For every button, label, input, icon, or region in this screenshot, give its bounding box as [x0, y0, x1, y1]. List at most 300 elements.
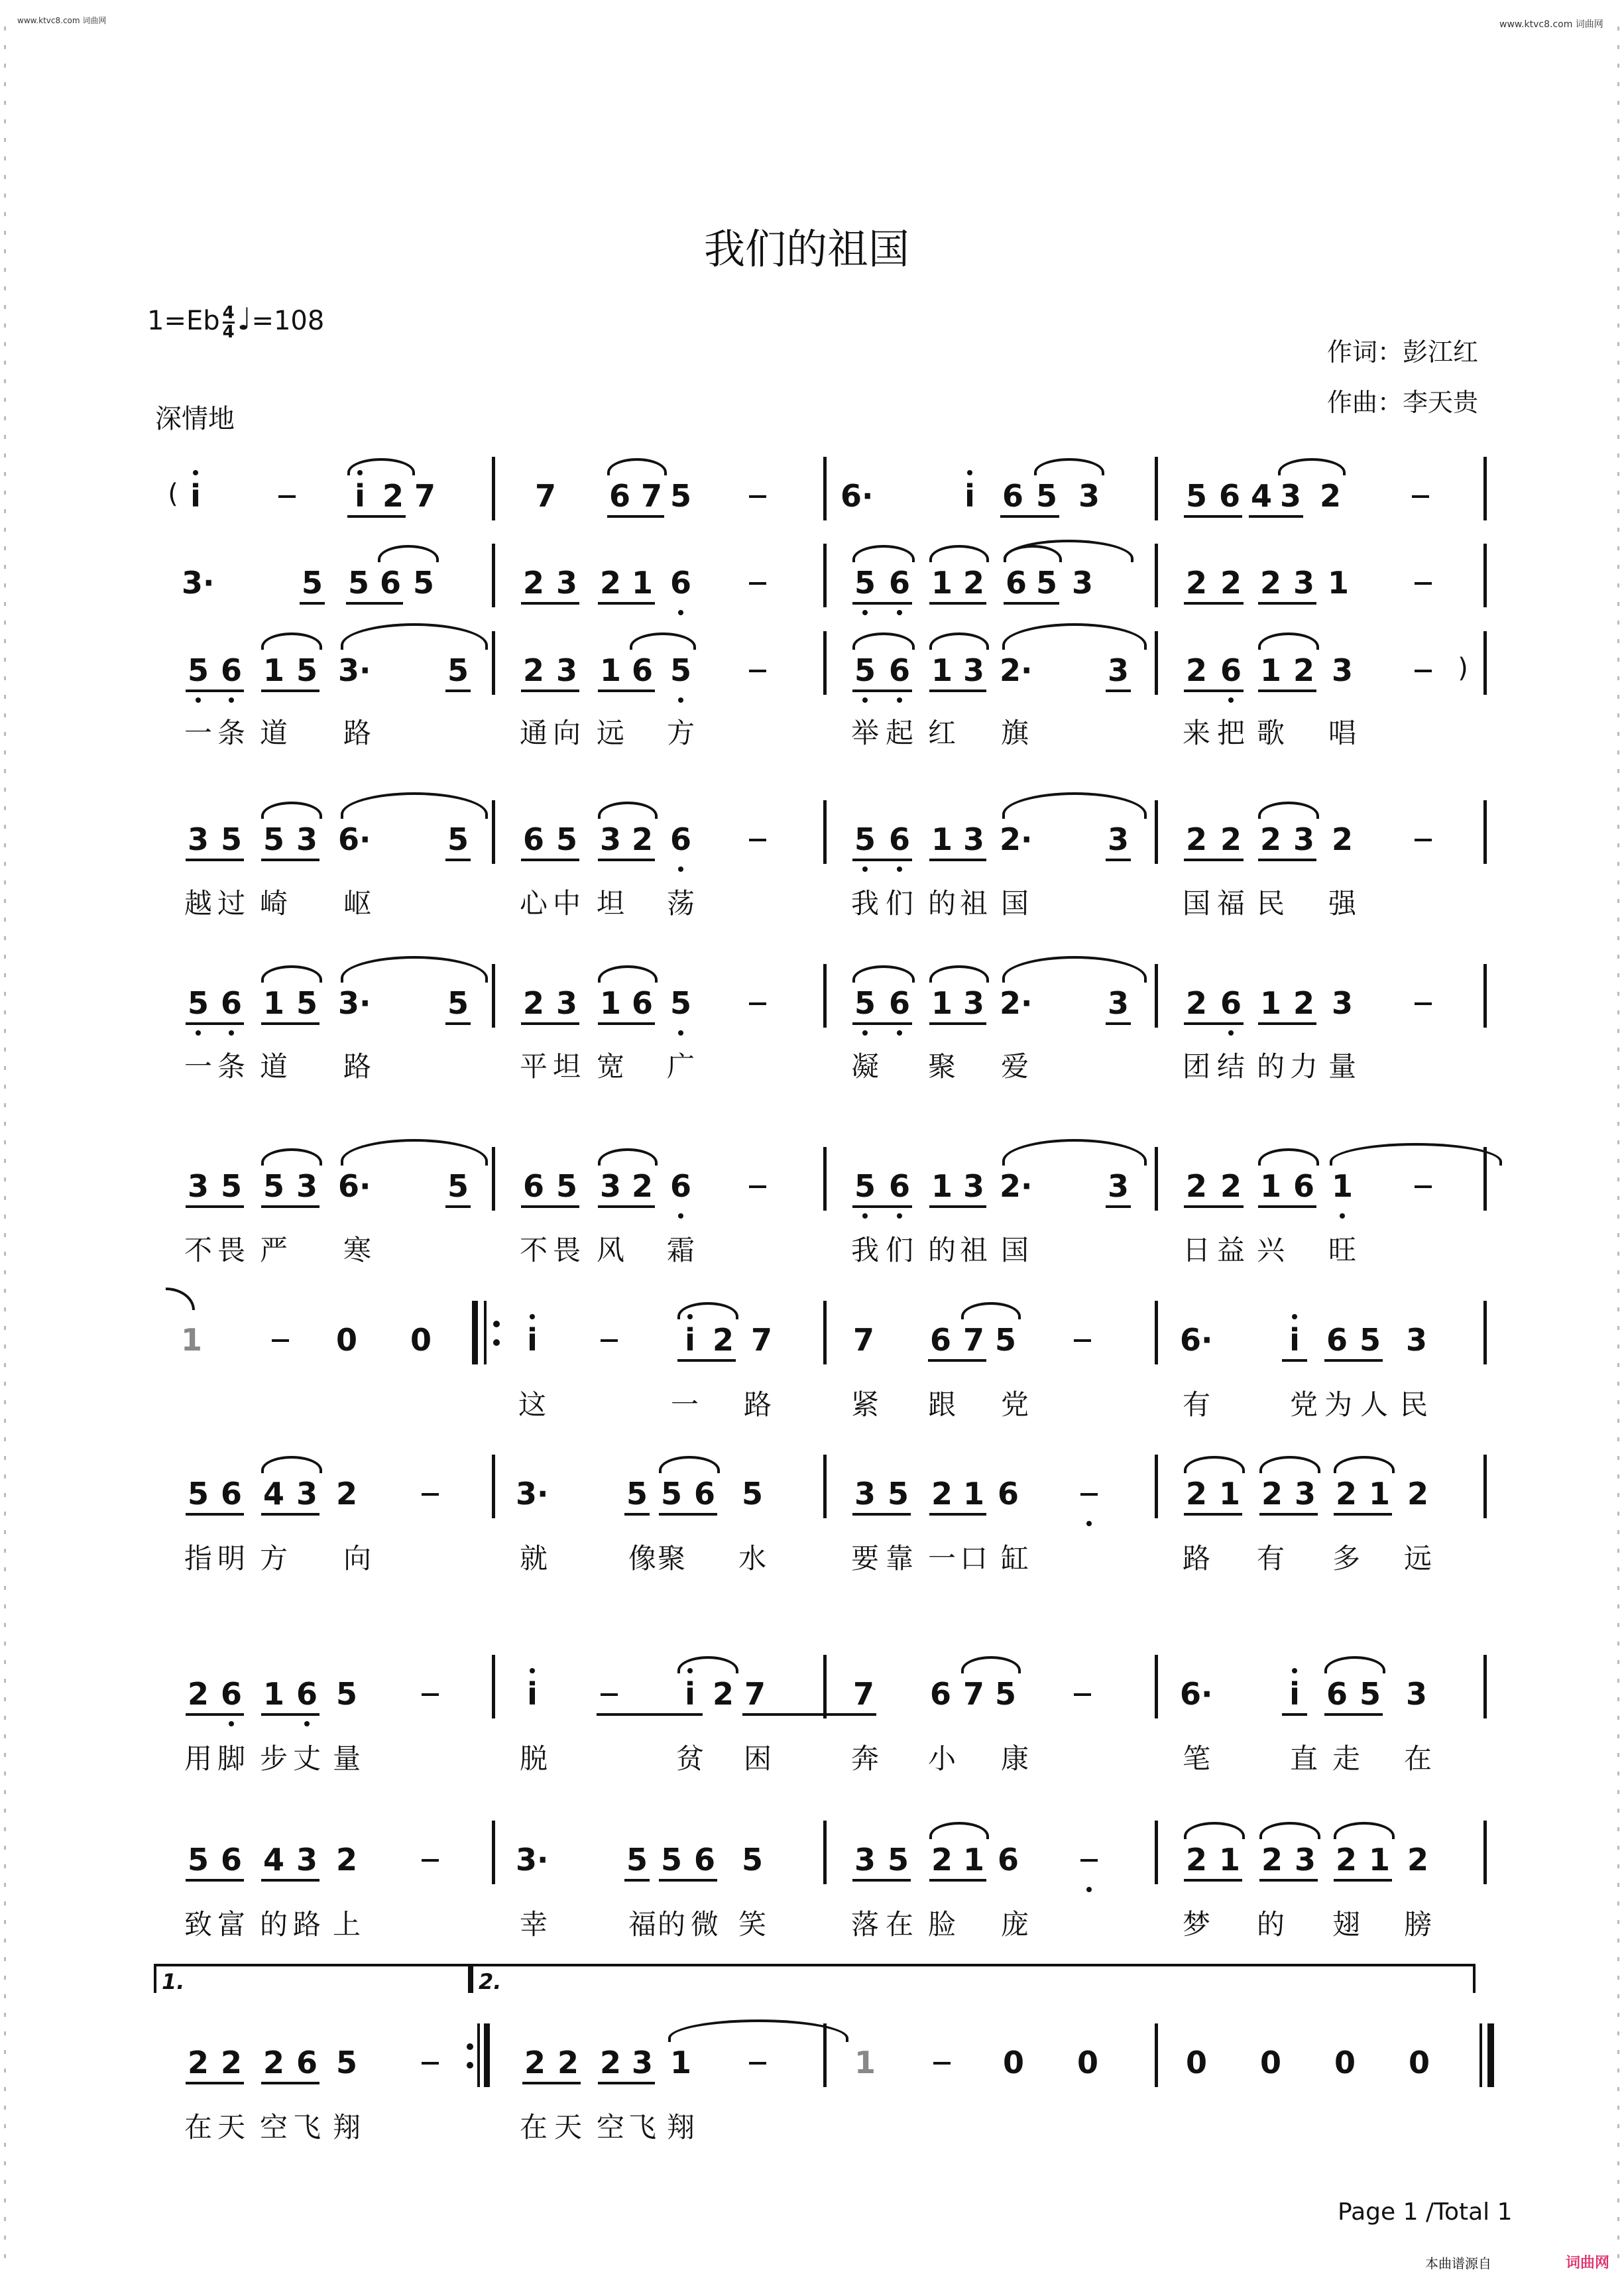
barline [1155, 800, 1158, 864]
note: 7 [414, 478, 435, 514]
note: 5 [447, 821, 469, 857]
note: 3 [1078, 478, 1100, 514]
note: 3 [1405, 1676, 1427, 1712]
lyric-char: 畏 [552, 1234, 581, 1266]
lyric-char: 结 [1216, 1050, 1245, 1083]
note: 7 [962, 1676, 984, 1712]
lyric-char: 远 [596, 717, 624, 749]
note: 3 [962, 821, 984, 857]
note: 5 [660, 1476, 682, 1512]
note: 6 [1326, 1322, 1348, 1358]
note: i [190, 478, 201, 514]
underline [1259, 1513, 1318, 1516]
barline [492, 1821, 495, 1884]
note: 7 [852, 1676, 874, 1712]
underline [1258, 1205, 1316, 1208]
note: 6 [929, 1322, 951, 1358]
note: i [527, 1676, 538, 1712]
note: 6 [220, 1842, 242, 1878]
underline [929, 690, 986, 692]
underline [659, 1879, 717, 1882]
octave-dot-above [1292, 1314, 1297, 1319]
note: 3 [187, 1168, 209, 1204]
note: 0 [1408, 2045, 1430, 2080]
lyric-char: 道 [259, 1050, 288, 1083]
note: 2 [712, 1322, 734, 1358]
lyric-char: 平 [519, 1050, 548, 1083]
lyric-char: 畏 [217, 1234, 245, 1266]
underline [1258, 690, 1316, 692]
slur [261, 802, 322, 819]
lyric-char: 这 [518, 1388, 546, 1421]
slur [1258, 802, 1319, 819]
sustain-dash [749, 2062, 766, 2065]
note: 1 [262, 652, 284, 688]
underline [261, 1879, 319, 1882]
octave-dot-below [862, 1213, 868, 1219]
note: 2 [1220, 565, 1242, 601]
sustain-dash [422, 1493, 439, 1496]
underline [1184, 690, 1244, 692]
note: 1 [854, 2045, 876, 2080]
note: 2· [1000, 821, 1033, 857]
note: 0 [1259, 2045, 1281, 2080]
barline [492, 1147, 495, 1211]
lyric-char: 不 [184, 1234, 212, 1266]
volta-first-label: 1. [162, 1969, 185, 1994]
slur [668, 2019, 848, 2042]
underline [1334, 1513, 1392, 1516]
slur [929, 1822, 989, 1839]
note: 6 [1220, 652, 1242, 688]
lyric-char: 唱 [1328, 717, 1356, 749]
lyric-char: 直 [1289, 1742, 1318, 1775]
lyric-char: 力 [1289, 1050, 1318, 1083]
barline [823, 631, 827, 695]
underline [1184, 515, 1242, 518]
lyric-char: 红 [927, 717, 956, 749]
note: 0 [1002, 2045, 1024, 2080]
underline [852, 1022, 912, 1025]
note: 3· [338, 652, 371, 688]
bracket: ) [1458, 653, 1468, 684]
lyric-char: 民 [1256, 887, 1285, 920]
lyric-char: 我 [850, 887, 879, 920]
underline [929, 859, 986, 861]
note: 2 [931, 1476, 953, 1512]
note: 5 [1359, 1322, 1381, 1358]
underline [521, 859, 579, 861]
underline [346, 602, 403, 605]
note: 3 [555, 652, 577, 688]
repeat-dot [493, 1339, 500, 1346]
note: 2 [335, 1842, 357, 1878]
lyric-char: 人 [1360, 1388, 1388, 1421]
lyric-char: 祖 [959, 887, 988, 920]
lyric-char: 致 [184, 1908, 212, 1941]
underline [852, 859, 912, 861]
note: 6 [296, 1676, 318, 1712]
note: 3 [1405, 1322, 1427, 1358]
note: 3 [555, 565, 577, 601]
note: 3 [1294, 1842, 1316, 1878]
note: 1 [599, 652, 621, 688]
lyric-char: 天 [553, 2111, 582, 2143]
octave-dot-below [196, 1030, 201, 1036]
note: 5 [854, 821, 876, 857]
lyric-char: 条 [217, 717, 245, 749]
underline [186, 1713, 244, 1716]
underline [261, 1022, 319, 1025]
barline [492, 1455, 495, 1518]
note: 0 [1185, 2045, 1207, 2080]
underline [521, 690, 579, 692]
note: 0 [335, 1322, 357, 1358]
note: 3 [1107, 1168, 1129, 1204]
note: 3 [296, 821, 318, 857]
note: 6 [220, 985, 242, 1021]
lyric-char: 日 [1182, 1234, 1210, 1266]
note: 6 [669, 821, 691, 857]
note: 2 [1407, 1476, 1428, 1512]
lyric-char: 翔 [332, 2111, 361, 2143]
note: 5 [626, 1842, 648, 1878]
note: 3 [296, 1168, 318, 1204]
note: 6 [220, 1676, 242, 1712]
octave-dot-below [897, 697, 902, 703]
lyric-char: 有 [1182, 1388, 1210, 1421]
lyric-char: 中 [552, 887, 581, 920]
sustain-dash [749, 1002, 766, 1005]
slur [961, 1656, 1021, 1673]
lyric-char: 翔 [666, 2111, 695, 2143]
note: 6 [693, 1476, 715, 1512]
barline [492, 964, 495, 1028]
octave-dot-below [196, 697, 201, 703]
sustain-dash [749, 839, 766, 841]
underline [598, 690, 655, 692]
note: 3 [1294, 1476, 1316, 1512]
barline [1155, 631, 1158, 695]
note: i [964, 478, 975, 514]
note: 3 [631, 2045, 653, 2080]
barline [1483, 800, 1487, 864]
note: 6 [693, 1842, 715, 1878]
lyric-char: 旗 [1000, 717, 1029, 749]
note: 2 [522, 652, 544, 688]
note: 1 [1218, 1842, 1240, 1878]
note: 2 [1335, 1842, 1357, 1878]
underline [597, 1713, 703, 1716]
slur [261, 965, 322, 983]
octave-dot-below [1086, 1521, 1092, 1526]
slur [929, 545, 989, 562]
slur [852, 965, 915, 983]
slur [659, 1456, 720, 1473]
lyric-char: 路 [292, 1908, 321, 1941]
barline [1155, 1455, 1158, 1518]
note: 2 [1185, 565, 1207, 601]
lyric-char: 寒 [343, 1234, 371, 1266]
note: 3 [962, 1168, 984, 1204]
octave-dot-below [678, 610, 683, 615]
header-site-tag-left: www.ktvc8.com 词曲网 [17, 16, 107, 25]
lyric-char: 道 [259, 717, 288, 749]
tempo-marking [147, 301, 324, 341]
sustain-dash [749, 670, 766, 672]
note: 2 [1220, 821, 1242, 857]
barline [823, 1147, 827, 1211]
note: 7 [962, 1322, 984, 1358]
underline [659, 1513, 717, 1516]
lyric-char: 笑 [738, 1908, 766, 1941]
lyric-char: 严 [259, 1234, 288, 1266]
lyric-char: 笔 [1182, 1742, 1210, 1775]
barline [1483, 457, 1487, 520]
time-signature: $\frac{4}{4}$ [222, 302, 235, 342]
left-edge-watermark [4, 27, 6, 2267]
lyric-char: 多 [1332, 1542, 1360, 1575]
lyric-char: 风 [596, 1234, 624, 1266]
right-edge-watermark [1617, 27, 1619, 2267]
barline [1155, 2023, 1158, 2087]
sustain-dash [933, 2062, 951, 2065]
sustain-dash [601, 1693, 618, 1696]
lyric-char: 紧 [850, 1388, 879, 1421]
underline [852, 690, 912, 692]
note: 5 [187, 985, 209, 1021]
underline [1258, 859, 1316, 861]
lyric-char: 们 [885, 887, 913, 920]
note: 6 [522, 1168, 544, 1204]
slur [598, 1148, 658, 1166]
underline [607, 515, 664, 518]
note: 2· [1000, 985, 1033, 1021]
note: 2· [1000, 652, 1033, 688]
note: 3 [962, 652, 984, 688]
note: 2 [524, 2045, 546, 2080]
note: 5 [412, 565, 434, 601]
note: 1 [1259, 1168, 1281, 1204]
underline [186, 1022, 244, 1025]
slur [929, 965, 989, 983]
lyric-char: 把 [1216, 717, 1245, 749]
underline [598, 2082, 655, 2084]
underline [261, 2082, 319, 2084]
octave-dot-below [862, 1030, 868, 1036]
underline [598, 859, 655, 861]
underline [261, 859, 319, 861]
underline [624, 1513, 650, 1516]
barline [823, 457, 827, 520]
barline [1483, 964, 1487, 1028]
lyric-char: 富 [217, 1908, 245, 1941]
lyric-char: 路 [743, 1388, 772, 1421]
lyric-char: 小 [927, 1742, 956, 1775]
note: 2 [931, 1842, 953, 1878]
note: 6 [1326, 1676, 1348, 1712]
note: 1 [1327, 565, 1349, 601]
lyric-char: 一 [184, 1050, 212, 1083]
note: 1 [931, 652, 953, 688]
barline [1483, 1655, 1487, 1718]
lyric-char: 脱 [519, 1742, 548, 1775]
repeat-start-thick [472, 1301, 478, 1364]
lyric-char: 口 [959, 1542, 988, 1575]
underline [521, 1022, 579, 1025]
lyric-char: 崎 [259, 887, 288, 920]
sustain-dash [1415, 582, 1432, 585]
lyric-char: 翅 [1332, 1908, 1360, 1941]
barline [1155, 1301, 1158, 1364]
note: 6· [841, 478, 874, 514]
underline [347, 515, 406, 518]
underline [928, 1359, 986, 1362]
barline [1483, 1301, 1487, 1364]
note: 1 [931, 565, 953, 601]
note: 5 [1035, 478, 1057, 514]
octave-dot-above [530, 1668, 535, 1673]
underline [522, 2082, 581, 2084]
octave-dot-below [229, 1030, 234, 1036]
octave-dot-below [678, 1213, 683, 1219]
underline [1106, 859, 1131, 861]
lyricist-credit: 作词：彭江红 [1327, 337, 1479, 367]
slur [1334, 1822, 1395, 1839]
lyric-char: 为 [1324, 1388, 1352, 1421]
note: 3 [1107, 652, 1129, 688]
underline [1184, 1022, 1244, 1025]
slur [341, 1139, 488, 1166]
lyric-char: 举 [850, 717, 879, 749]
note: 5 [994, 1676, 1016, 1712]
note: 1 [262, 1676, 284, 1712]
lyric-char: 向 [552, 717, 581, 749]
volta-first [154, 1964, 471, 1993]
note: 5 [994, 1322, 1016, 1358]
note: 3 [296, 1476, 318, 1512]
source-note: 本曲谱源自 [1425, 2255, 1491, 2271]
octave-dot-below [1340, 1213, 1345, 1219]
note: 3 [187, 821, 209, 857]
slur [1278, 458, 1346, 475]
note: 6 [1293, 1168, 1314, 1204]
note: 1 [1259, 985, 1281, 1021]
lyric-char: 飞 [628, 2111, 656, 2143]
underline [624, 1879, 650, 1882]
lyric-char: 我 [850, 1234, 879, 1266]
underline [852, 602, 912, 605]
lyric-char: 在 [1403, 1742, 1432, 1775]
lyric-char: 幸 [519, 1908, 548, 1941]
barline [823, 544, 827, 607]
lyric-char: 空 [596, 2111, 624, 2143]
slur [607, 458, 667, 475]
underline [1004, 602, 1059, 605]
note: 5 [887, 1842, 909, 1878]
slur [1184, 1822, 1245, 1839]
note: 2 [335, 1476, 357, 1512]
note: 2 [962, 565, 984, 601]
sustain-dash [278, 495, 296, 498]
note: 5 [854, 652, 876, 688]
slur [630, 632, 696, 650]
lyric-char: 方 [666, 717, 695, 749]
barline [1155, 544, 1158, 607]
slur [1034, 458, 1104, 475]
lyric-char: 国 [1182, 887, 1210, 920]
note: 2 [1185, 1168, 1207, 1204]
lyric-char: 一 [670, 1388, 699, 1421]
slur [929, 632, 989, 650]
note: 5 [669, 985, 691, 1021]
slur [1259, 1822, 1320, 1839]
lyric-char: 强 [1328, 887, 1356, 920]
note: 6 [997, 1476, 1019, 1512]
slur [598, 965, 658, 983]
note: i [1289, 1676, 1300, 1712]
note: 7 [534, 478, 556, 514]
underline [1106, 1205, 1131, 1208]
underline [1334, 1879, 1392, 1882]
lyric-char: 方 [259, 1542, 288, 1575]
note: 1 [669, 2045, 691, 2080]
underline [852, 1513, 911, 1516]
lyric-char: 贫 [675, 1742, 704, 1775]
lyric-char: 民 [1399, 1388, 1428, 1421]
note: 7 [640, 478, 662, 514]
note: 6 [888, 565, 910, 601]
sustain-dash [601, 1339, 618, 1342]
sustain-dash [1415, 670, 1432, 672]
lyric-char: 丈 [292, 1742, 321, 1775]
barline [492, 457, 495, 520]
note: 3· [338, 985, 371, 1021]
octave-dot-below [1086, 1887, 1092, 1892]
lyric-char: 在 [184, 2111, 212, 2143]
underline [261, 1713, 319, 1716]
note: 3 [1107, 821, 1129, 857]
slur [1184, 1456, 1245, 1473]
note: 3 [555, 985, 577, 1021]
barline [1155, 1655, 1158, 1718]
lyric-char: 水 [738, 1542, 766, 1575]
octave-dot-below [862, 697, 868, 703]
underline [445, 690, 471, 692]
barline [823, 800, 827, 864]
note: i [685, 1322, 695, 1358]
underline [598, 1022, 655, 1025]
note: 5 [262, 821, 284, 857]
key-signature: 1=Eb [147, 306, 220, 336]
note: 0 [1334, 2045, 1356, 2080]
lyric-char: 在 [885, 1908, 913, 1941]
octave-dot-below [897, 867, 902, 872]
note: 2 [1259, 821, 1281, 857]
lyric-char: 歌 [1256, 717, 1285, 749]
lyric-char: 旺 [1328, 1234, 1356, 1266]
lyric-char: 坦 [596, 887, 624, 920]
note: 4 [1250, 478, 1272, 514]
note: 1 [599, 985, 621, 1021]
lyric-char: 团 [1182, 1050, 1210, 1083]
underline [1184, 1205, 1244, 1208]
note: 4 [262, 1476, 284, 1512]
note: 5 [335, 2045, 357, 2080]
octave-dot-below [862, 610, 868, 615]
lyric-char: 脚 [217, 1742, 245, 1775]
underline [929, 1205, 986, 1208]
